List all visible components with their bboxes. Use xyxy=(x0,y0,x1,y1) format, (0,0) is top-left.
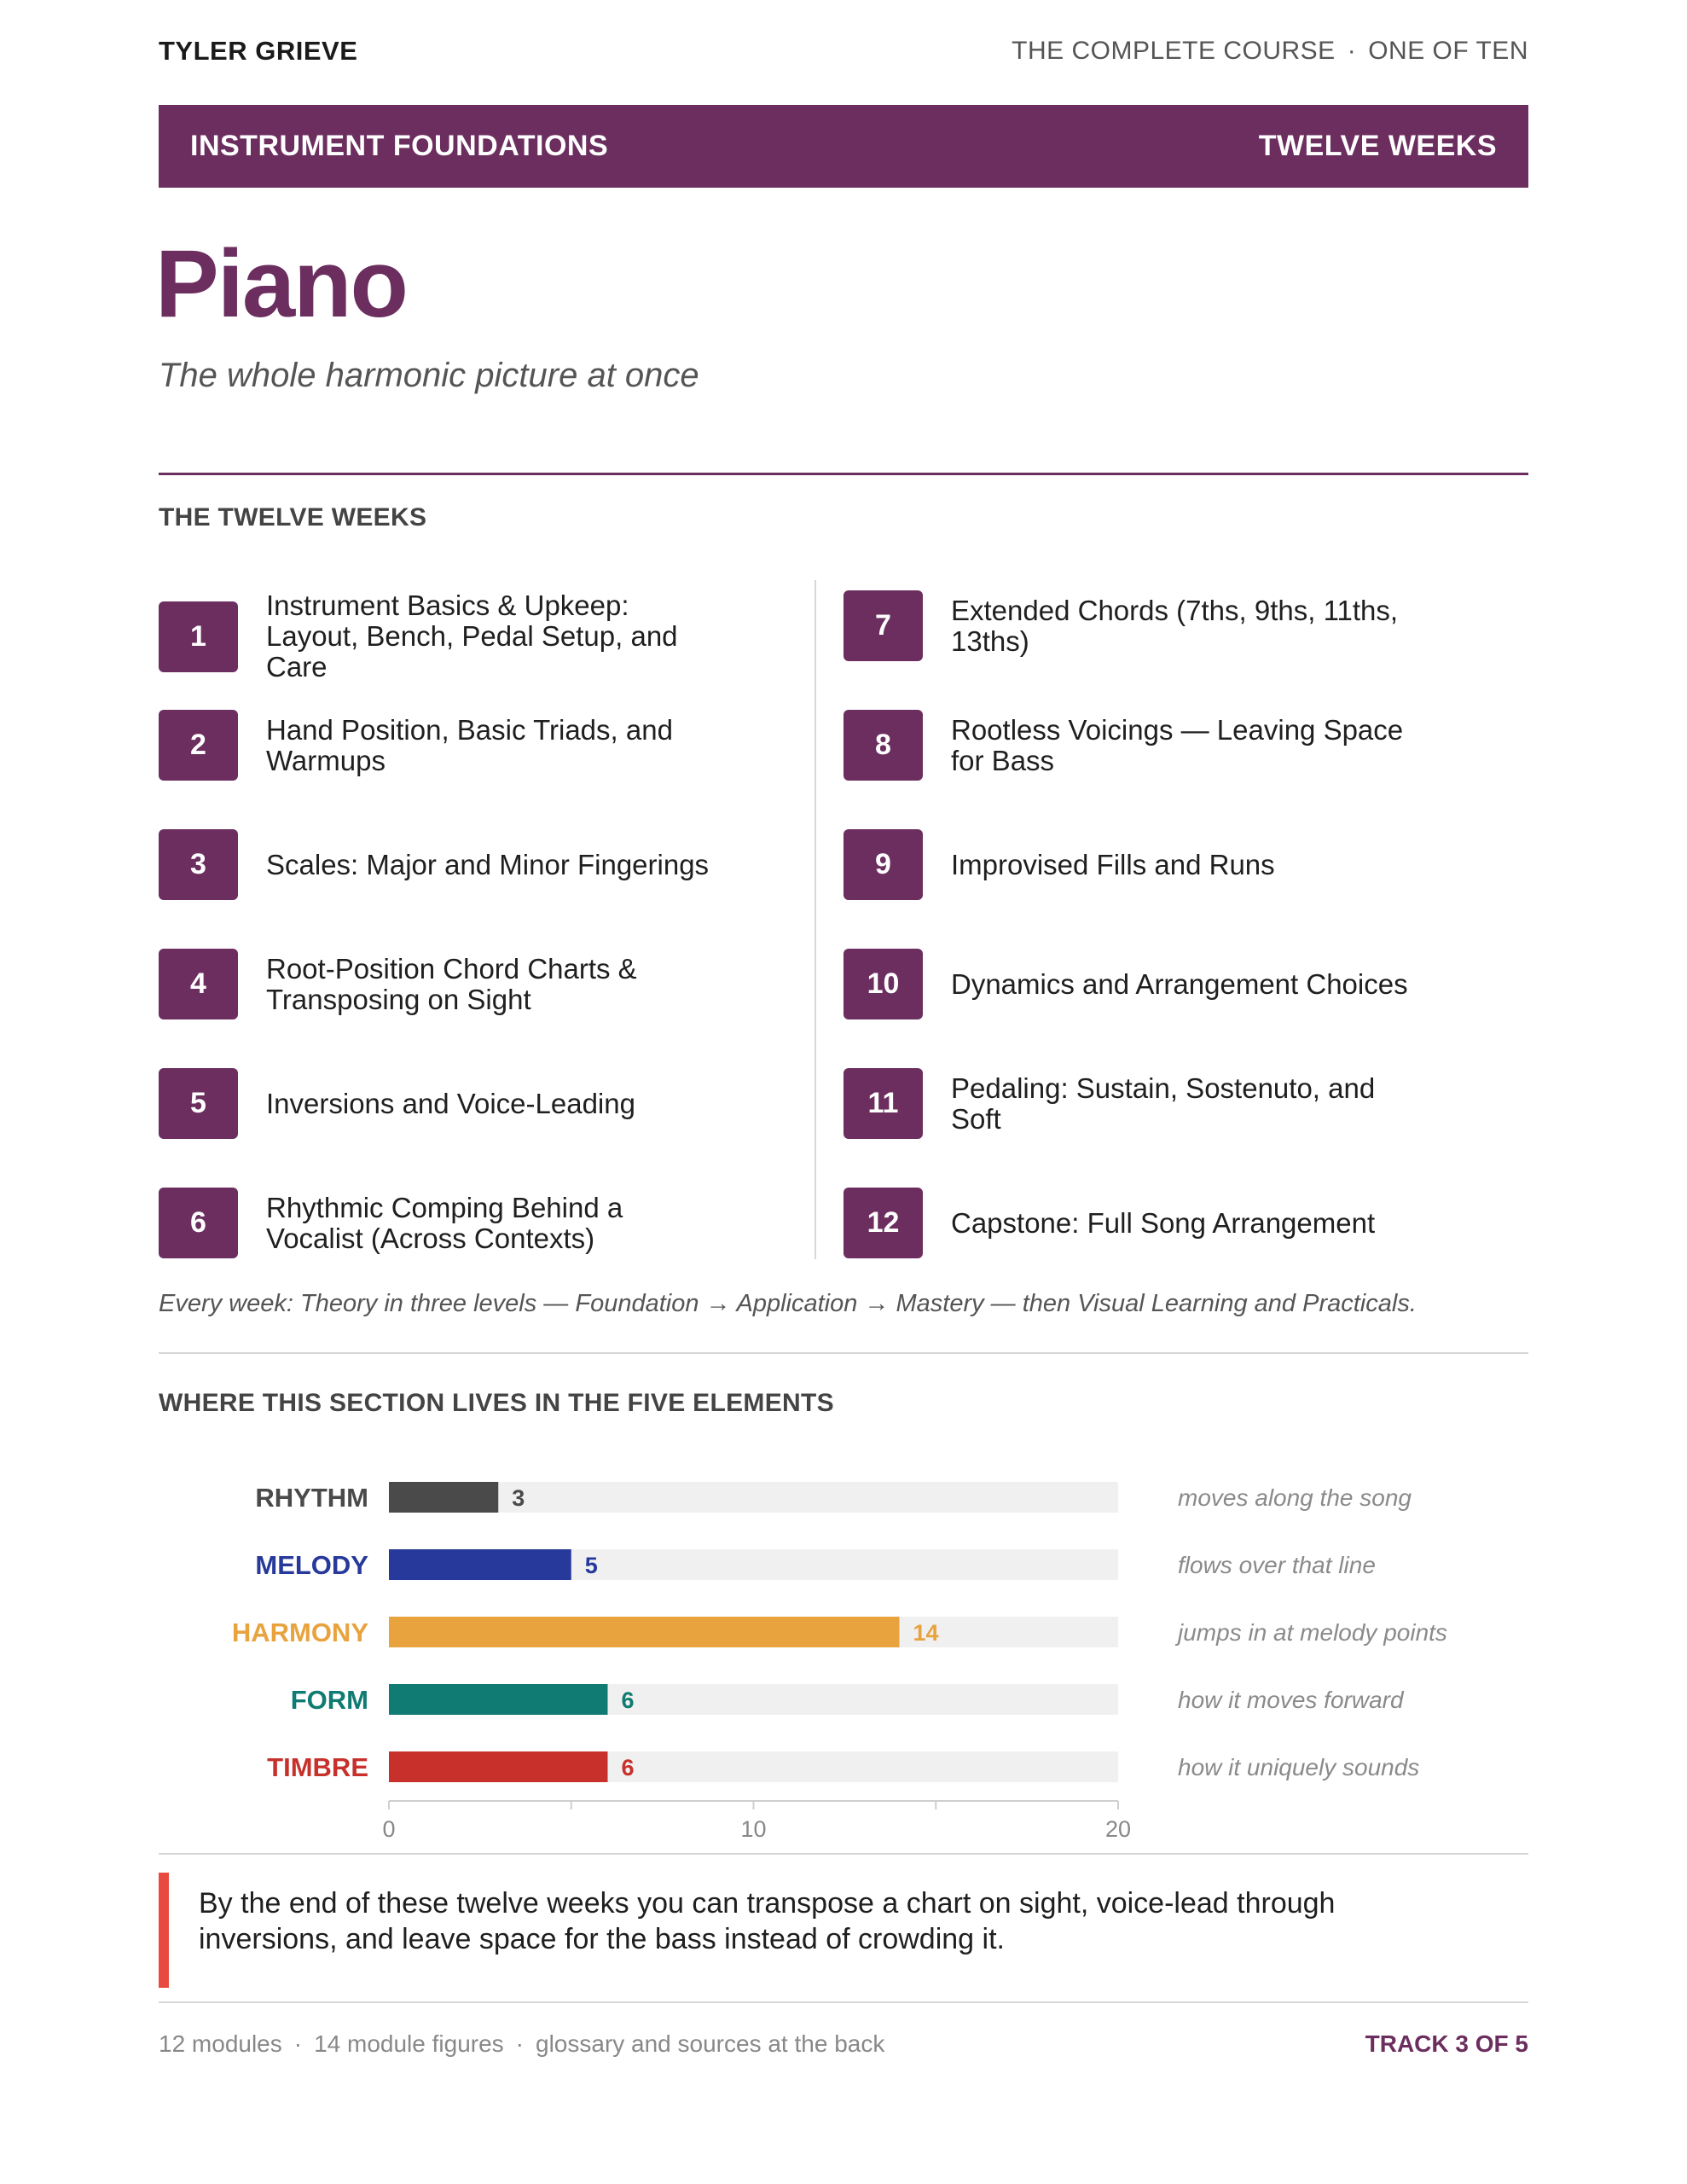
course-meta xyxy=(1012,37,1528,66)
category-label: TIMBRE xyxy=(267,1752,368,1782)
element-annotation: how it moves forward xyxy=(1178,1687,1404,1713)
bar-harmony xyxy=(389,1617,900,1647)
elements-heading: WHERE THIS SECTION LIVES IN THE FIVE ELEMENTS xyxy=(159,1389,834,1417)
course-page xyxy=(155,0,1528,2184)
callout-accent-bar xyxy=(159,1873,169,1988)
footer-meta xyxy=(159,2030,884,2058)
week-number-badge: 8 xyxy=(844,710,923,781)
week-title: Rootless Voicings — Leaving Space for Bass xyxy=(951,713,1404,776)
column-divider xyxy=(815,580,816,1259)
element-annotation: jumps in at melody points xyxy=(1178,1619,1447,1646)
data-label: 14 xyxy=(913,1620,939,1646)
element-annotation: moves along the song xyxy=(1178,1484,1412,1511)
track-indicator: TRACK 3 OF 5 xyxy=(1365,2030,1528,2057)
glossary-note: glossary and sources at the back xyxy=(536,2030,885,2057)
week-title: Hand Position, Basic Triads, and Warmups xyxy=(266,713,673,776)
author-name: TYLER GRIEVE xyxy=(159,36,358,66)
week-title: Dynamics and Arrangement Choices xyxy=(951,967,1408,1000)
week-number-badge: 10 xyxy=(844,949,923,1019)
outcome-callout xyxy=(159,1873,1528,1988)
bar-rhythm xyxy=(389,1482,498,1513)
separator-dot: · xyxy=(515,2030,524,2057)
data-label: 3 xyxy=(512,1485,525,1511)
bar-melody xyxy=(389,1549,571,1580)
weeks-heading: THE TWELVE WEEKS xyxy=(159,503,427,531)
category-label: RHYTHM xyxy=(255,1483,368,1513)
week-number-badge: 3 xyxy=(159,829,238,900)
page-subtitle: The whole harmonic picture at once xyxy=(159,357,699,394)
banner-section-name: INSTRUMENT FOUNDATIONS xyxy=(190,130,609,162)
week-title: Pedaling: Sustain, Sostenuto, and Soft xyxy=(951,1072,1376,1135)
week-title: Scales: Major and Minor Fingerings xyxy=(266,848,710,880)
week-item xyxy=(159,949,727,1019)
week-title: Capstone: Full Song Arrangement xyxy=(951,1206,1376,1239)
section-banner xyxy=(159,105,1528,188)
bar-timbre xyxy=(389,1751,608,1782)
outcome-text: By the end of these twelve weeks you can transpose a chart on sight, voice-lead through inversions, and leave space for the bass instead of crowding it. xyxy=(199,1887,1336,1955)
separator-dot: · xyxy=(293,2030,303,2057)
section-divider xyxy=(159,1352,1528,1354)
x-tick-label: 10 xyxy=(740,1816,767,1842)
week-number-badge: 2 xyxy=(159,710,238,781)
footer-divider xyxy=(159,2001,1528,2003)
week-title: Root-Position Chord Charts & Transposing on Sight xyxy=(266,952,637,1015)
data-label: 6 xyxy=(621,1687,635,1713)
week-number-badge: 1 xyxy=(159,601,238,672)
bar-form xyxy=(389,1684,608,1715)
week-item xyxy=(844,1068,1412,1139)
course-name: THE COMPLETE COURSE xyxy=(1012,37,1336,65)
week-number-badge: 12 xyxy=(844,1188,923,1258)
week-title: Extended Chords (7ths, 9ths, 11ths, 13ths) xyxy=(951,594,1399,657)
week-number-badge: 9 xyxy=(844,829,923,900)
week-item xyxy=(159,1188,727,1258)
figure-count: 14 module figures xyxy=(314,2030,504,2057)
week-item xyxy=(159,829,727,900)
category-label: MELODY xyxy=(255,1550,368,1580)
top-bar xyxy=(159,32,1528,70)
week-item xyxy=(159,590,727,682)
week-item xyxy=(844,710,1412,781)
banner-duration: TWELVE WEEKS xyxy=(1258,130,1497,162)
week-title: Inversions and Voice-Leading xyxy=(266,1087,635,1119)
course-part: ONE OF TEN xyxy=(1368,37,1528,65)
footer-bar xyxy=(159,2025,1528,2063)
data-label: 5 xyxy=(584,1553,598,1578)
five-elements-bar-chart xyxy=(159,1450,1528,1843)
week-number-badge: 4 xyxy=(159,949,238,1019)
category-label: FORM xyxy=(290,1685,368,1715)
data-label: 6 xyxy=(621,1755,635,1780)
five-elements-chart xyxy=(159,1450,1528,1843)
week-item xyxy=(844,590,1412,661)
element-annotation: flows over that line xyxy=(1178,1552,1376,1578)
title-divider xyxy=(159,473,1528,475)
week-title: Instrument Basics & Upkeep: Layout, Bench, Pedal Setup, and Care xyxy=(266,590,678,682)
page-title: Piano xyxy=(155,230,407,337)
week-title: Improvised Fills and Runs xyxy=(951,848,1275,880)
x-tick-label: 20 xyxy=(1104,1816,1132,1842)
week-item xyxy=(844,1188,1412,1258)
week-item xyxy=(844,829,1412,900)
weekly-structure-note: Every week: Theory in three levels — Foundation → Application → Mastery — then Visual Learning and Practicals. xyxy=(159,1290,1417,1317)
week-title: Rhythmic Comping Behind a Vocalist (Across Contexts) xyxy=(266,1191,623,1254)
week-number-badge: 5 xyxy=(159,1068,238,1139)
separator-dot: · xyxy=(1347,37,1357,65)
week-item xyxy=(159,1068,727,1139)
weeks-list xyxy=(159,580,1528,1263)
module-count: 12 modules xyxy=(159,2030,282,2057)
chart-divider xyxy=(159,1853,1528,1855)
element-annotation: how it uniquely sounds xyxy=(1178,1754,1420,1780)
week-number-badge: 6 xyxy=(159,1188,238,1258)
week-number-badge: 7 xyxy=(844,590,923,661)
week-item xyxy=(159,710,727,781)
x-tick-label: 0 xyxy=(382,1816,396,1842)
category-label: HARMONY xyxy=(231,1618,368,1647)
week-item xyxy=(844,949,1412,1019)
week-number-badge: 11 xyxy=(844,1068,923,1139)
